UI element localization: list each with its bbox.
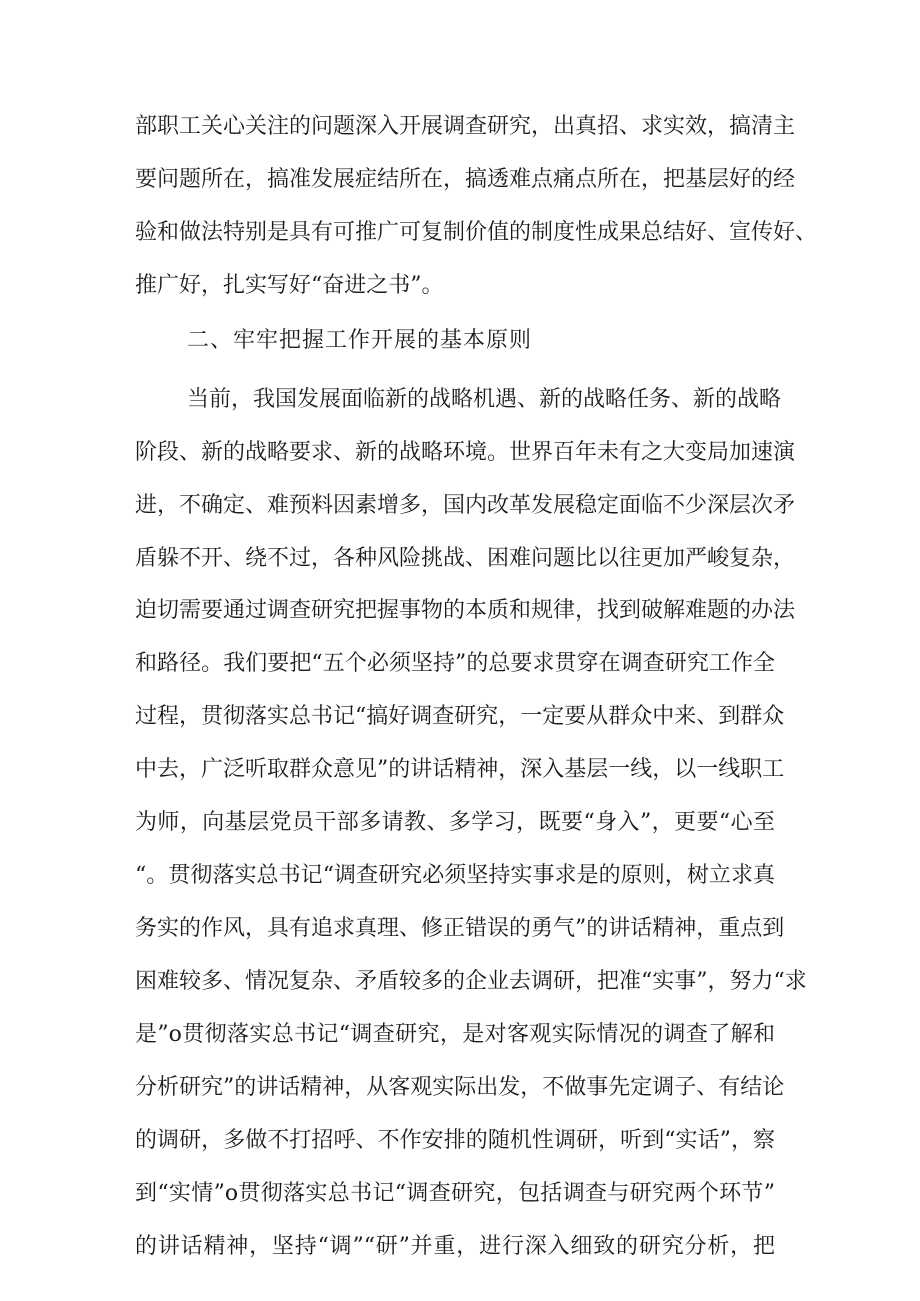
paragraph-2-line-2: 阶段、新的战略要求、新的战略环境。世界百年未有之大变局加速演 bbox=[135, 440, 796, 465]
paragraph-2-line-11: 务实的作风，具有追求真理、修正错误的勇气”的讲话精神，重点到 bbox=[135, 916, 785, 941]
paragraph-2-line-8: 中去，广泛听取群众意见”的讲话精神，深入基层一线，以一线职工 bbox=[135, 757, 785, 782]
paragraph-2-line-6: 和路径。我们要把“五个必须坚持”的总要求贯穿在调查研究工作全 bbox=[135, 651, 775, 676]
paragraph-1-line-2: 要问题所在，搞准发展症结所在，搞透难点痛点所在，把基层好的经 bbox=[135, 167, 796, 192]
paragraph-2-line-16: 到“实情”o贯彻落实总书记“调查研究，包括调查与研究两个环节” bbox=[135, 1181, 775, 1206]
paragraph-2-line-17: 的讲话精神，坚持“调”“研”并重，进行深入细致的研究分析，把 bbox=[135, 1234, 775, 1259]
paragraph-2-line-4: 盾躲不开、绕不过，各种风险挑战、困难问题比以往更加严峻复杂， bbox=[135, 546, 796, 571]
section-heading: 二、牢牢把握工作开展的基本原则 bbox=[187, 328, 533, 353]
paragraph-2-line-15: 的调研，多做不打招呼、不作安排的随机性调研，听到“实话”，察 bbox=[135, 1128, 775, 1153]
paragraph-2-line-7: 过程，贯彻落实总书记“搞好调查研究，一定要从群众中来、到群众 bbox=[135, 704, 785, 729]
paragraph-2-line-10: “。贯彻落实总书记“调查研究必须坚持实事求是的原则，树立求真 bbox=[135, 863, 775, 888]
paragraph-1-line-4: 推广好，扎实写好“奋进之书”。 bbox=[135, 273, 444, 298]
paragraph-2-line-12: 困难较多、情况复杂、矛盾较多的企业去调研，把准“实事”，努力“求 bbox=[135, 969, 807, 994]
paragraph-1-line-3: 验和做法特别是具有可推广可复制价值的制度性成果总结好、宣传好、 bbox=[135, 220, 818, 245]
paragraph-2-line-1: 当前，我国发展面临新的战略机遇、新的战略任务、新的战略 bbox=[187, 387, 782, 412]
paragraph-2-line-3: 进，不确定、难预料因素增多，国内改革发展稳定面临不少深层次矛 bbox=[135, 493, 796, 518]
paragraph-2-line-5: 迫切需要通过调查研究把握事物的本质和规律，找到破解难题的办法 bbox=[135, 598, 796, 623]
paragraph-2-line-13: 是”o贯彻落实总书记“调查研究，是对客观实际情况的调查了解和 bbox=[135, 1022, 775, 1047]
paragraph-2-line-14: 分析研究”的讲话精神，从客观实际出发，不做事先定调子、有结论 bbox=[135, 1075, 785, 1100]
paragraph-2-line-9: 为师，向基层党员干部多请教、多学习，既要“身入”，更要“心至 bbox=[135, 810, 775, 835]
paragraph-1-line-1: 部职工关心关注的问题深入开展调查研究，出真招、求实效，搞清主 bbox=[135, 114, 796, 139]
